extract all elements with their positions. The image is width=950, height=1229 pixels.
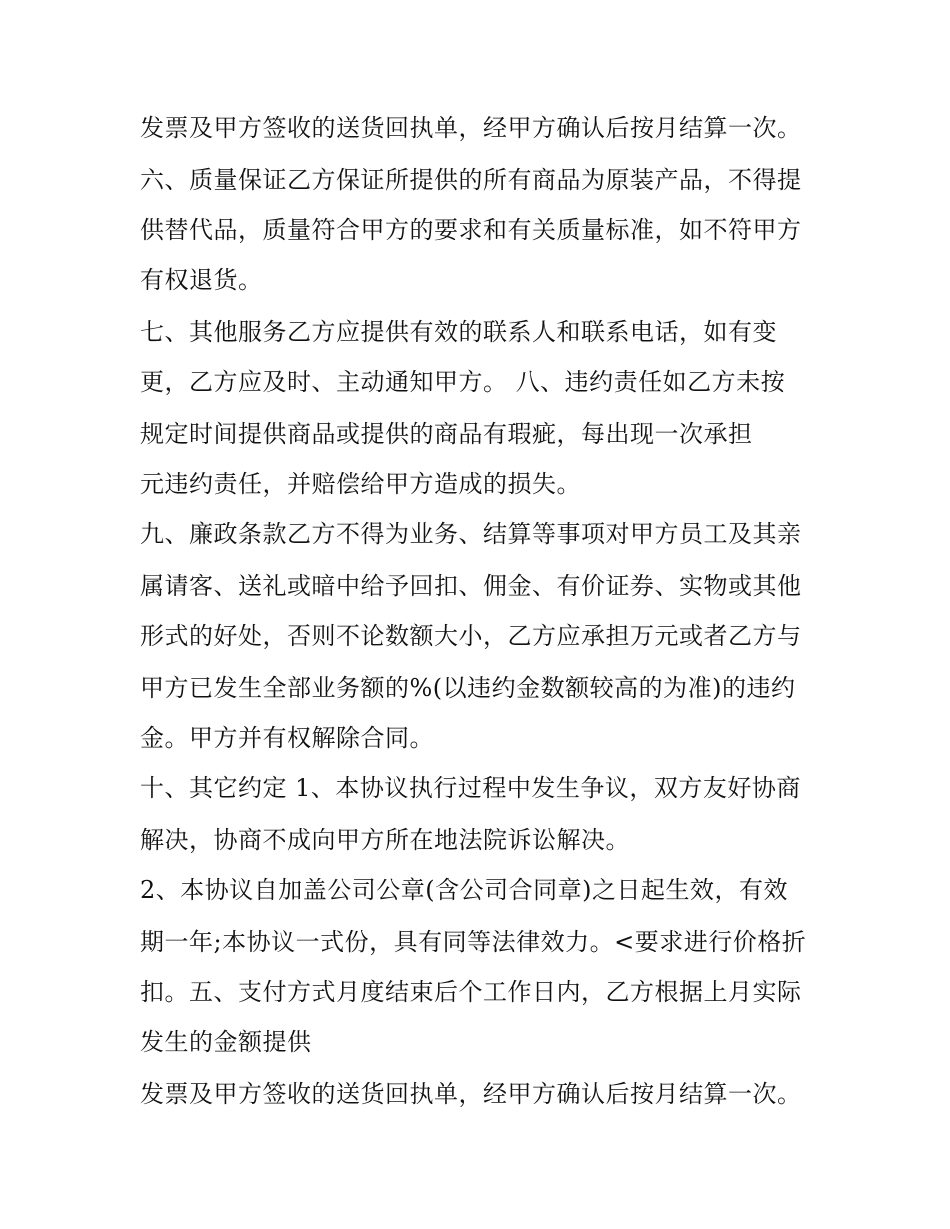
text-line: 元违约责任，并赔偿给甲方造成的损失。 bbox=[140, 470, 581, 498]
text-line: 属请客、送礼或暗中给予回扣、佣金、有价证券、实物或其他 bbox=[140, 572, 802, 600]
text-line: 发票及甲方签收的送货回执单，经甲方确认后按月结算一次。 bbox=[140, 114, 802, 142]
text-line: 形式的好处，否则不论数额大小，乙方应承担万元或者乙方与 bbox=[140, 622, 802, 650]
text-line: 七、其他服务乙方应提供有效的联系人和联系电话，如有变 bbox=[140, 318, 777, 346]
text-line: 六、质量保证乙方保证所提供的所有商品为原装产品，不得提 bbox=[140, 166, 802, 194]
text-line: 更，乙方应及时、主动通知甲方。 八、违约责任如乙方未按 bbox=[140, 368, 786, 396]
text-line: 九、廉政条款乙方不得为业务、结算等事项对甲方员工及其亲 bbox=[140, 520, 802, 548]
text-line: 发生的金额提供 bbox=[140, 1028, 312, 1056]
text-line: 发票及甲方签收的送货回执单，经甲方确认后按月结算一次。 bbox=[140, 1080, 802, 1108]
text-line: 金。甲方并有权解除合同。 bbox=[140, 724, 434, 752]
text-line: 期一年;本协议一式份，具有同等法律效力。<要求进行价格折 bbox=[140, 928, 807, 956]
text-line: 十、其它约定 1、本协议执行过程中发生争议，双方友好协商 bbox=[140, 774, 801, 802]
text-line: 扣。五、支付方式月度结束后个工作日内，乙方根据上月实际 bbox=[140, 978, 802, 1006]
text-line: 有权退货。 bbox=[140, 266, 263, 294]
text-line: 规定时间提供商品或提供的商品有瑕疵，每出现一次承担 bbox=[140, 420, 753, 448]
text-line: 供替代品，质量符合甲方的要求和有关质量标准，如不符甲方 bbox=[140, 216, 802, 244]
text-line: 甲方已发生全部业务额的%(以违约金数额较高的为准)的违约 bbox=[140, 674, 796, 702]
text-line: 解决，协商不成向甲方所在地法院诉讼解决。 bbox=[140, 826, 630, 854]
text-line: 2、本协议自加盖公司公章(含公司合同章)之日起生效，有效 bbox=[140, 876, 788, 904]
